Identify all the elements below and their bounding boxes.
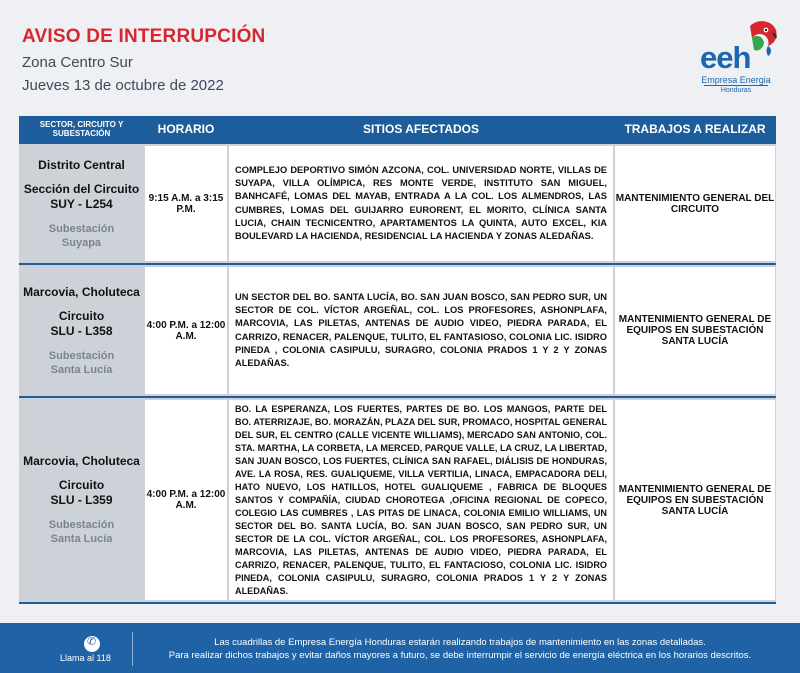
schedule-cell: 4:00 P.M. a 12:00 A.M. (145, 400, 227, 600)
column-header-work: TRABAJOS A REALIZAR (624, 122, 766, 136)
phone-icon: ✆ (84, 636, 100, 652)
date-label: Jueves 13 de octubre de 2022 (22, 77, 224, 94)
call-label: Llama al 118 (60, 653, 111, 663)
table-header-row (19, 116, 776, 142)
table-row (19, 142, 776, 263)
outage-table (19, 116, 776, 604)
substation-name: Santa Lucía (50, 363, 113, 376)
notice-header (0, 0, 800, 112)
substation-name: Suyapa (61, 236, 102, 249)
notice-line-2: Para realizar dichos trabajos y evitar daños mayores a futuro, se debe interrumpir el servicio de energía eléctrica en los horarios descritos. (168, 650, 752, 661)
circuit-code: SLU - L358 (50, 323, 113, 338)
column-header-sector: SECTOR, CIRCUITO Y SUBESTACIÓN (39, 120, 124, 138)
sector-cell (19, 265, 144, 396)
logo-country: Honduras (720, 87, 752, 94)
logo-mark: eeh (700, 40, 751, 75)
circuit-code: SUY - L254 (50, 196, 113, 211)
substation-name: Santa Lucía (50, 533, 113, 545)
circuit-label: Sección del Circuito (23, 181, 140, 196)
eeh-logo (692, 18, 780, 98)
page-title: AVISO DE INTERRUPCIÓN (22, 26, 266, 47)
column-header-schedule: HORARIO (157, 122, 215, 136)
sector-cell (19, 398, 144, 602)
work-cell: MANTENIMIENTO GENERAL DE EQUIPOS EN SUBESTACIÓN SANTA LUCÍA (615, 400, 775, 600)
work-cell: MANTENIMIENTO GENERAL DE EQUIPOS EN SUBESTACIÓN SANTA LUCÍA (615, 267, 775, 394)
table-row (19, 263, 776, 396)
circuit-code: SLU - L359 (50, 493, 113, 507)
notice-line-1: Las cuadrillas de Empresa Energía Honduras estarán realizando trabajos de mantenimiento en las zonas detalladas. (214, 637, 706, 648)
sector-cell (19, 144, 144, 263)
affected-sites-cell: BO. LA ESPERANZA, LOS FUERTES, PARTES DE BO. LOS MANGOS, PARTE DEL BO. ATERRIZAJE, BO. MORAZÁN, PLAZA DEL SUR, PROMACO, HOSPITAL GENERAL DEL SUR, EL CENTRO (CALLE VICENTE WILLIAMS), MERCADO SAN ANTONIO, COL. STA. MARTHA, LA CORBETA, LA MERCED, PARQUE VALLE, LA CRUZ, LA LIBERTAD, SAN JUAN BOSCO, LOS FUERTES, CLÍNICA SAN RAFAEL, DIÁLISIS DE HONDURAS, AVE. LA ROSA, RES. GUALIQUEME, VILLA VERTILIA, LINACA, EMPACADORA DELI, HATO NUEVO, LOS HATILLOS, HOTEL GUALIQUEME , FABRICA DE BLOQUES SANTOS Y COMPAÑÍA, CIUDAD CHOROTEGA ,OFICINA REGIONAL DE COPECO, COLEGIO LAS CUMBRES , LAS PITAS DE LINACA, COLONIA EMILIO WILLIAMS, UN SECTOR DEL BO. SANTA LUCÍA, BO. SAN JUAN BOSCO, SAN PEDRO SUR, UN SECTOR DE LA COL. VÍCTOR ARGEÑAL, COL. LOS PROFESORES, ASHONPLAFA, MARCOVIA, LAS PILETAS, ANTENAS DE AUDIO VIDEO, PIEDRA PARADA, EL CARRIZO, RENACER, PALENQUE, TULITO, EL FANTACIOSO, COLONIA LIC. ISIDRO PINEDA, COLONIA CASIPULU, SURAGRO, COLONIA PRADOS 1 Y 2 Y ZONAS ALEDAÑAS. (229, 400, 613, 600)
substation-label: Subestación (48, 222, 115, 235)
work-cell: MANTENIMIENTO GENERAL DEL CIRCUITO (615, 146, 775, 261)
district-label: Marcovia, Choluteca (23, 454, 140, 468)
substation-label: Subestación (48, 519, 115, 531)
substation-label: Subestación (48, 349, 115, 362)
affected-sites-cell: COMPLEJO DEPORTIVO SIMÓN AZCONA, COL. UNIVERSIDAD NORTE, VILLAS DE SUYAPA, VILLA OLÍMPICA, RES MONTE VERDE, INSTITUTO SAN MIGUEL, BANHCAFÉ, LOMAS DEL MAYAB, ENTRADA A LA COL. LOS ALMENDROS, LAS CUMBRES, LOMAS DEL GUIJARRO EURORENT, EL MORITO, CLÍNICA SANTA LUCIA, CHAIN TECNICENTRO, APARTAMENTOS LA QUINTA, AUTO EXCEL, KIA BOULEVARD LA HACIENDA, RESIDENCIAL LA HACIENDA Y ZONAS ALEDAÑAS. (229, 146, 613, 261)
affected-sites-cell: UN SECTOR DEL BO. SANTA LUCÍA, BO. SAN JUAN BOSCO, SAN PEDRO SUR, UN SECTOR DE COL. VÍCTOR ARGEÑAL, COL. LOS PROFESORES, ASHONPLAFA, MARCOVIA, LAS PILETAS, ANTENAS DE AUDIO VIDEO, PIEDRA PARADA, EL CARRIZO, RENACER, PALENQUE, TULITO, EL FANTASIOSO, COLONIA LIC. ISIDRO PINEDA , COLONIA CASIPULU, SURAGRO, COLONIA PRADOS 1 Y 2 Y ZONAS ALEDAÑAS. (229, 267, 613, 394)
footer-divider (132, 632, 133, 666)
district-label: Marcovia, Choluteca (23, 284, 140, 299)
logo-divider (704, 85, 768, 86)
column-header-affected-sites: SITIOS AFECTADOS (362, 122, 479, 136)
footer-notice (140, 636, 780, 662)
table-row (19, 396, 776, 604)
zone-label: Zona Centro Sur (22, 54, 133, 71)
schedule-cell: 9:15 A.M. a 3:15 P.M. (145, 146, 227, 261)
schedule-cell: 4:00 P.M. a 12:00 A.M. (145, 267, 227, 394)
logo-company-name: Empresa Energia (701, 75, 771, 85)
district-label: Distrito Central (38, 157, 125, 172)
circuit-label: Circuito (58, 478, 105, 492)
circuit-label: Circuito (58, 308, 105, 323)
